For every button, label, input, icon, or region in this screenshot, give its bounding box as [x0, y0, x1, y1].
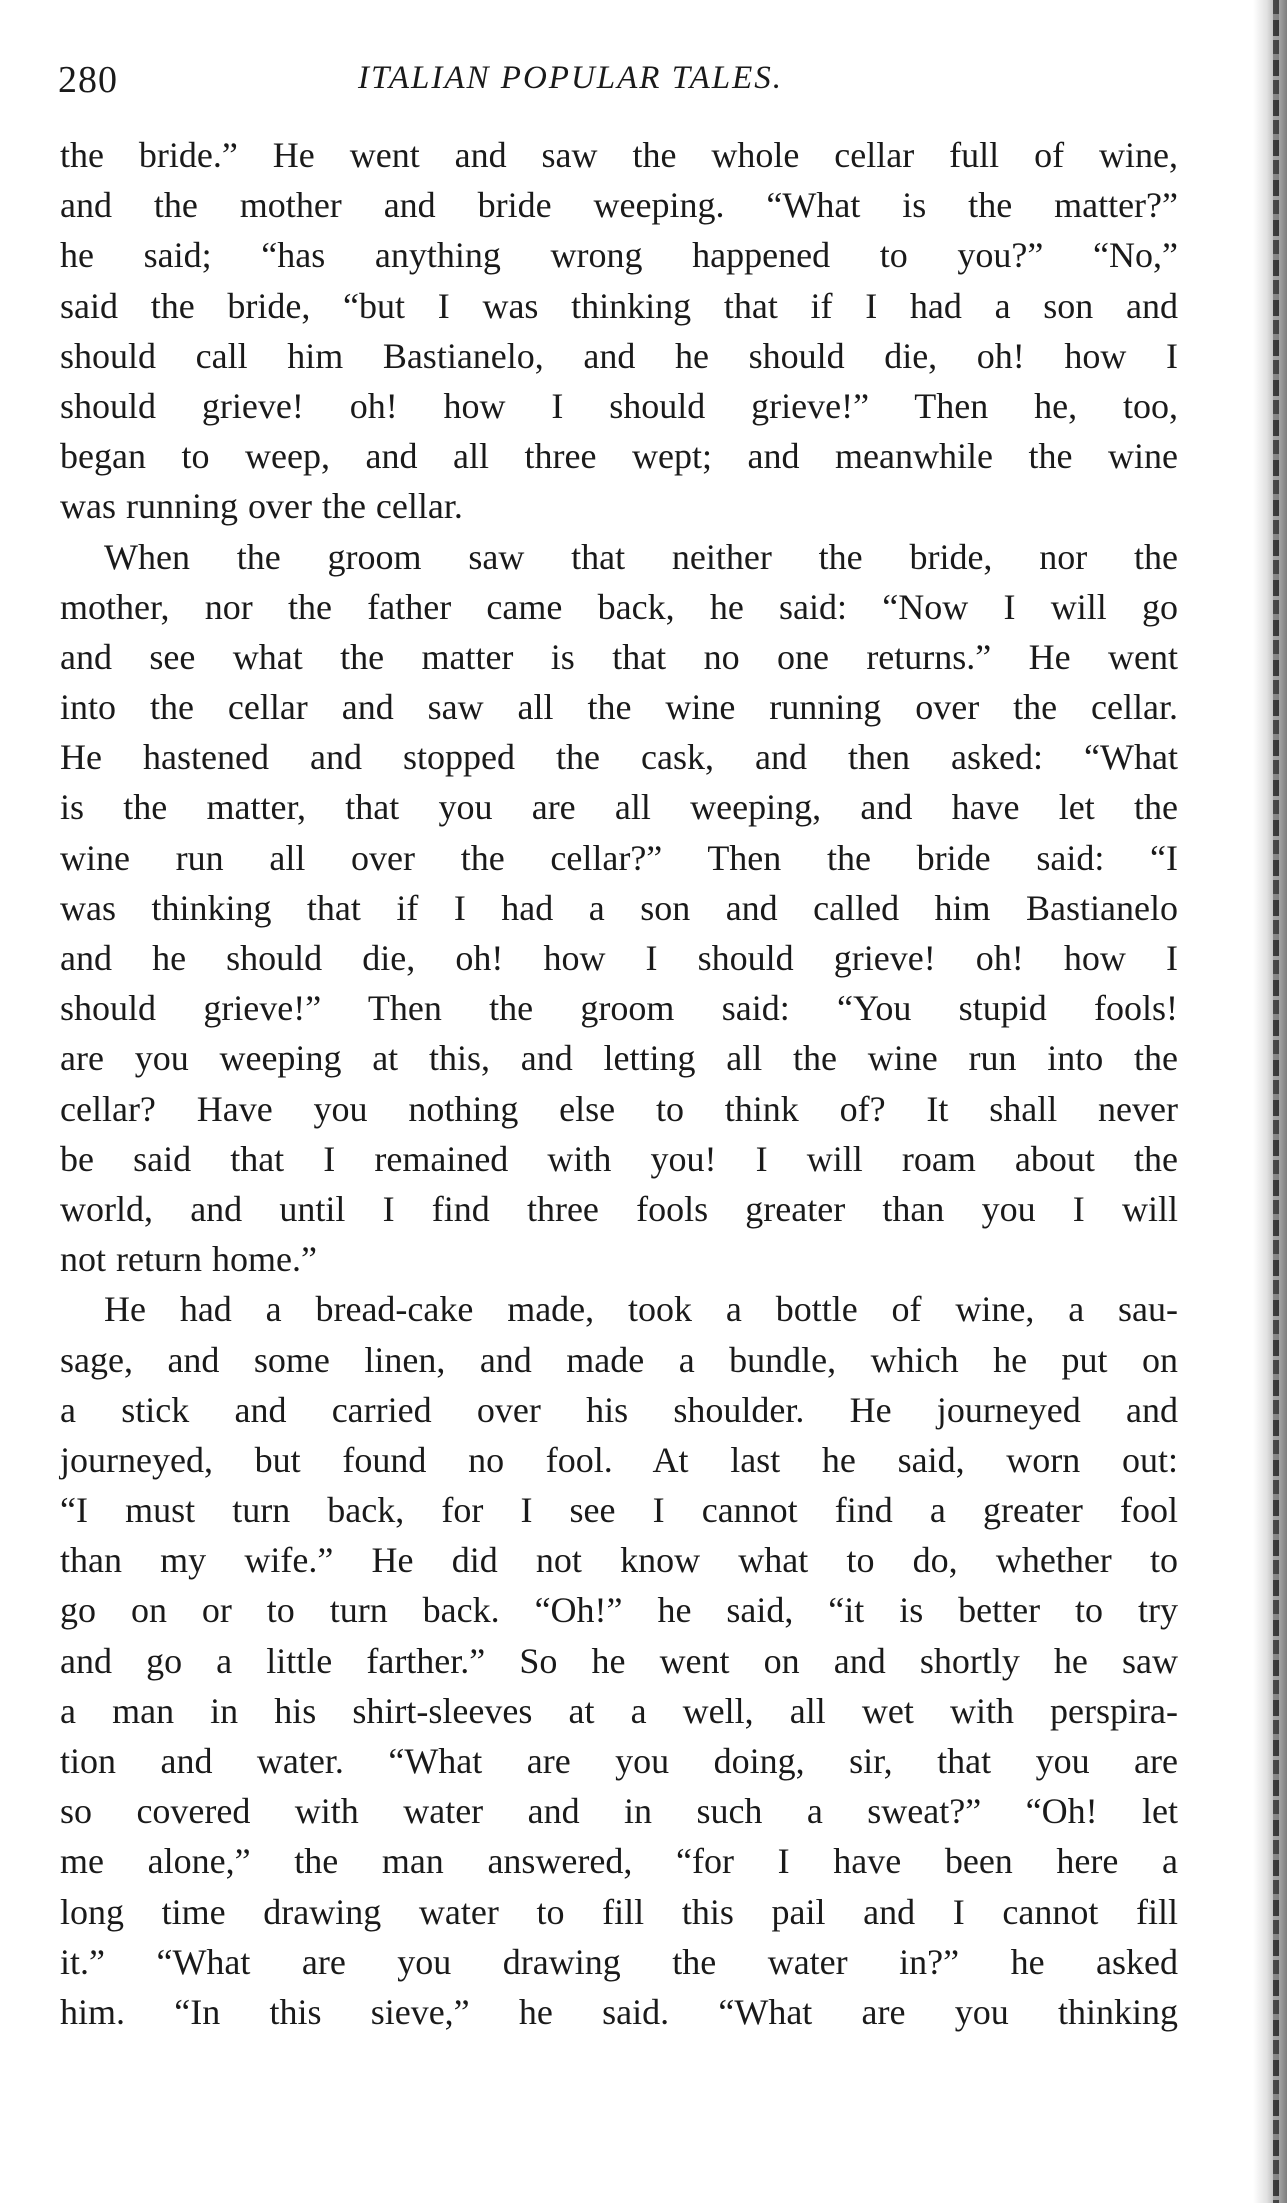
text-line: me alone,” the man answered, “for I have been here a: [60, 1841, 1178, 1882]
page-number: 280: [58, 59, 118, 101]
page-header: [58, 58, 1178, 108]
text-line: said the bride, “but I was thinking that if I had a son and: [60, 285, 1178, 326]
text-line: tion and water. “What are you doing, sir, that you are: [60, 1741, 1178, 1781]
text-line: so covered with water and in such a sweat?” “Oh! let: [60, 1791, 1178, 1832]
text-line: a man in his shirt-sleeves at a well, all wet with perspira-: [60, 1690, 1178, 1731]
text-line: journeyed, but found no fool. At last he said, worn out:: [60, 1439, 1178, 1480]
text-line: into the cellar and saw all the wine running over the cellar.: [60, 687, 1178, 728]
text-line: should grieve! oh! how I should grieve!” Then he, too,: [60, 385, 1178, 426]
text-line: is the matter, that you are all weeping, and have let the: [60, 787, 1178, 828]
text-line: a stick and carried over his shoulder. He journeyed and: [60, 1389, 1178, 1430]
text-line: and he should die, oh! how I should grieve! oh! how I: [60, 938, 1178, 978]
running-title: ITALIAN POPULAR TALES.: [358, 60, 784, 96]
text-line: it.” “What are you drawing the water in?” he asked: [60, 1941, 1178, 1982]
text-line: He hastened and stopped the cask, and then asked: “What: [60, 737, 1178, 778]
book-spine-shadow: [1253, 0, 1287, 2203]
book-spine-edge: [1273, 0, 1279, 2203]
text-line: go on or to turn back. “Oh!” he said, “it is better to try: [60, 1590, 1178, 1631]
text-line: wine run all over the cellar?” Then the bride said: “I: [60, 837, 1178, 878]
text-line: and go a little farther.” So he went on and shortly he saw: [60, 1640, 1178, 1681]
text-line: him. “In this sieve,” he said. “What are you thinking: [60, 1991, 1178, 2032]
text-line: was thinking that if I had a son and called him Bastianelo: [60, 887, 1178, 928]
text-line: cellar? Have you nothing else to think of? It shall never: [60, 1088, 1178, 1129]
text-line: than my wife.” He did not know what to do, whether to: [60, 1540, 1178, 1581]
text-line: mother, nor the father came back, he said: “Now I will go: [60, 586, 1178, 627]
text-line: and see what the matter is that no one returns.” He went: [60, 636, 1178, 677]
text-line: was running over the cellar.: [60, 486, 463, 527]
text-line: and the mother and bride weeping. “What is the matter?”: [60, 185, 1178, 226]
text-line: “I must turn back, for I see I cannot find a greater fool: [60, 1490, 1178, 1531]
body-text: [60, 130, 1178, 2037]
text-line: long time drawing water to fill this pail and I cannot fill: [60, 1891, 1178, 1932]
text-line: He had a bread-cake made, took a bottle of wine, a sau-: [104, 1289, 1178, 1330]
text-line: should call him Bastianelo, and he should die, oh! how I: [60, 335, 1178, 376]
text-line: not return home.”: [60, 1239, 317, 1280]
text-line: be said that I remained with you! I will roam about the: [60, 1138, 1178, 1179]
text-line: When the groom saw that neither the bride, nor the: [104, 536, 1178, 577]
text-line: are you weeping at this, and letting all the wine run into the: [60, 1038, 1178, 1079]
text-line: the bride.” He went and saw the whole cellar full of wine,: [60, 135, 1178, 175]
text-line: began to weep, and all three wept; and meanwhile the wine: [60, 436, 1178, 477]
text-line: he said; “has anything wrong happened to you?” “No,”: [60, 235, 1178, 276]
text-line: world, and until I find three fools greater than you I will: [60, 1188, 1178, 1229]
text-line: should grieve!” Then the groom said: “You stupid fools!: [60, 988, 1178, 1029]
text-line: sage, and some linen, and made a bundle, which he put on: [60, 1339, 1178, 1380]
